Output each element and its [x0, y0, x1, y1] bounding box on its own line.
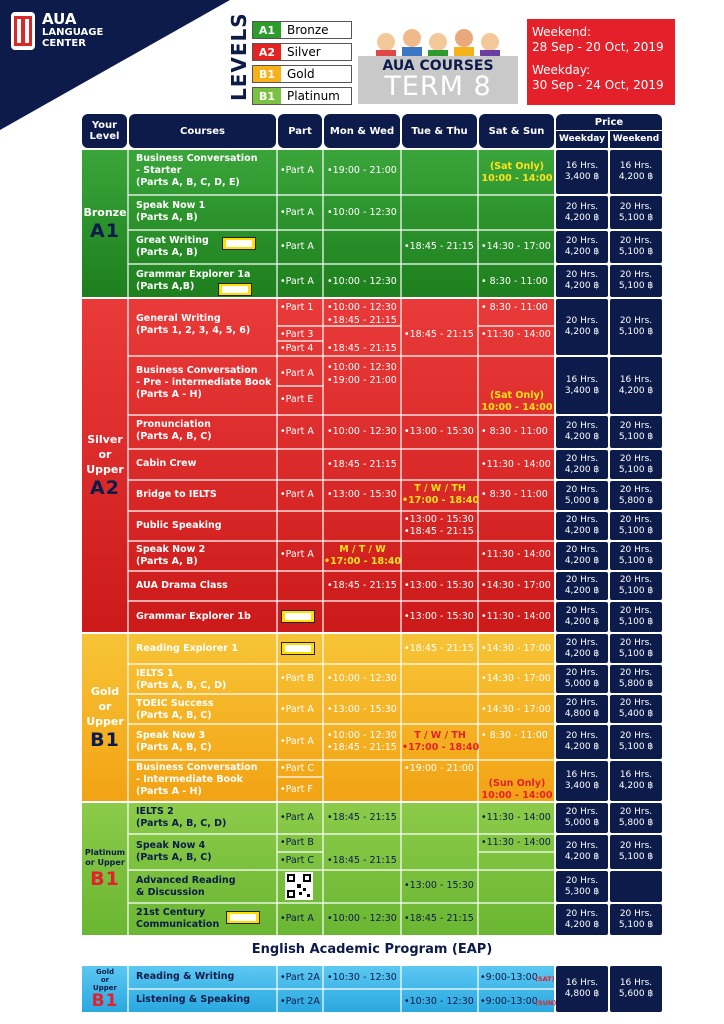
legend-a2 [252, 43, 352, 61]
course-part: •Part 1 [280, 302, 314, 313]
course-tt: •13:00 - 15:30 •18:45 - 21:15 [404, 514, 474, 537]
course-part: •Part A [280, 736, 314, 747]
logo-text-aua: AUA [42, 10, 77, 28]
price-weekend: 20 Hrs. 5,100 ฿ [610, 299, 662, 355]
price-weekend [610, 871, 662, 902]
course-tt: •18:45 - 21:15 [404, 643, 474, 654]
price-weekday: 20 Hrs. 4,200 ฿ [556, 196, 608, 229]
price-weekday: 20 Hrs. 4,200 ฿ [556, 572, 608, 600]
price-weekend: 16 Hrs. 4,200 ฿ [610, 357, 662, 414]
header-courses: Courses [129, 114, 276, 148]
price-weekend: 20 Hrs. 5,800 ฿ [610, 665, 662, 693]
eap-part: •Part 2A [280, 972, 320, 983]
eap-title: English Academic Program (EAP) [251, 942, 493, 957]
course-mw: •18:45 - 21:15 [327, 812, 397, 823]
eap-mw: •10:30 - 12:30 [327, 972, 397, 983]
levels-title: LEVELS [227, 12, 251, 101]
term-banner [358, 18, 518, 104]
national-geographic-logo [226, 911, 260, 924]
course-mw: •18:45 - 21:15 [327, 343, 397, 354]
national-geographic-logo [281, 642, 315, 655]
course-part: •Part 3 [280, 329, 314, 340]
eap-tt: •10:30 - 12:30 [404, 996, 474, 1007]
course-ss: • 8:30 - 11:00 [481, 302, 548, 313]
course-mw: •10:00 - 12:30 [327, 302, 397, 313]
course-name: Business Conversation - Pre - intermediate Book (Parts A - H) [136, 365, 272, 400]
course-part: •Part A [280, 549, 314, 560]
course-part: •Part A [280, 165, 314, 176]
legend-code: B1 [253, 66, 281, 82]
course-mw: •18:45 - 21:15 [327, 315, 397, 326]
price-weekend: 20 Hrs. 5,400 ฿ [610, 695, 662, 723]
course-tt: •13:00 - 15:30 [404, 611, 474, 622]
price-weekend: 20 Hrs. 5,100 ฿ [610, 265, 662, 297]
eap-ss: •9:00-13:00 [480, 996, 538, 1007]
course-tt: •13:00 - 15:30 [404, 580, 474, 591]
header-sat-sun: Sat & Sun [479, 114, 554, 148]
course-part: •Part 4 [280, 343, 314, 354]
header-tue-thu: Tue & Thu [402, 114, 477, 148]
legend-code: A2 [253, 44, 281, 60]
course-part: •Part C [280, 763, 315, 774]
eap-price-weekend: 16 Hrs. 5,600 ฿ [610, 966, 662, 1012]
price-weekday: 20 Hrs. 5,300 ฿ [556, 871, 608, 902]
legend-a1 [252, 21, 352, 39]
course-tt: •13:00 - 15:30 [404, 880, 474, 891]
price-weekend: 16 Hrs. 4,200 ฿ [610, 150, 662, 194]
level-code: A1 [90, 220, 120, 242]
price-weekday: 20 Hrs. 4,200 ฿ [556, 265, 608, 297]
price-weekday: 20 Hrs. 4,800 ฿ [556, 695, 608, 723]
course-ss: (Sun Only) 10:00 - 14:00 [481, 778, 553, 801]
level-name: Silver or Upper [86, 433, 124, 476]
course-mw: •10:00 - 12:30 [327, 426, 397, 437]
course-name: Bridge to IELTS [136, 489, 217, 500]
course-mw: •10:00 - 12:30 [327, 362, 397, 373]
course-ss: •11:30 - 14:00 [481, 329, 551, 340]
level-code: B1 [90, 868, 120, 890]
course-mw: •18:45 - 21:15 [327, 459, 397, 470]
course-name: IELTS 2 (Parts A, B, C, D) [136, 806, 227, 829]
price-weekday: 20 Hrs. 5,000 ฿ [556, 803, 608, 833]
level-platinum [82, 803, 128, 935]
level-name: Bronze [83, 206, 127, 219]
logo-text-language: LANGUAGE [42, 27, 104, 38]
course-name: Speak Now 3 (Parts A, B, C) [136, 730, 212, 753]
course-part: •Part A [280, 368, 314, 379]
course-tt: T / W / TH •17:00 - 18:40 [402, 730, 480, 753]
eap-ss: •9:00-13:00 [480, 972, 538, 983]
price-weekend: 20 Hrs. 5,100 ฿ [610, 602, 662, 632]
course-ss: •14:30 - 17:00 [481, 241, 551, 252]
price-weekend: 20 Hrs. 5,800 ฿ [610, 803, 662, 833]
weekend-label: Weekend: [532, 25, 592, 39]
level-code: B1 [90, 729, 120, 751]
course-ss: •11:30 - 14:00 [481, 837, 551, 848]
course-ss: •14:30 - 17:00 [481, 643, 551, 654]
price-weekend: 20 Hrs. 5,100 ฿ [610, 196, 662, 229]
course-ss: • 8:30 - 11:00 [481, 276, 548, 287]
course-mw: •18:45 - 21:15 [327, 855, 397, 866]
course-mw: •13:00 - 15:30 [327, 489, 397, 500]
course-part: •Part E [280, 394, 314, 405]
course-part: •Part C [280, 855, 315, 866]
dates-box [527, 19, 675, 105]
price-weekday: 20 Hrs. 4,200 ฿ [556, 450, 608, 479]
course-tt: •18:45 - 21:15 [404, 241, 474, 252]
course-ss: •14:30 - 17:00 [481, 673, 551, 684]
course-tt: •18:45 - 21:15 [404, 913, 474, 924]
course-part: •Part A [280, 207, 314, 218]
price-weekend: 20 Hrs. 5,100 ฿ [610, 572, 662, 600]
price-weekend: 20 Hrs. 5,800 ฿ [610, 481, 662, 510]
course-part: •Part A [280, 276, 314, 287]
price-weekday: 20 Hrs. 4,200 ฿ [556, 542, 608, 570]
eap-course-name: Reading & Writing [136, 971, 235, 982]
price-weekend: 20 Hrs. 5,100 ฿ [610, 416, 662, 448]
legend-code: B1 [253, 88, 281, 104]
weekday-label: Weekday: [532, 63, 591, 77]
legend-code: A1 [253, 22, 281, 38]
price-weekend: 20 Hrs. 5,100 ฿ [610, 725, 662, 759]
price-weekend: 20 Hrs. 5,100 ฿ [610, 512, 662, 540]
price-weekday: 20 Hrs. 4,200 ฿ [556, 725, 608, 759]
course-mw: •10:00 - 12:30 •18:45 - 21:15 [327, 730, 397, 753]
course-part: •Part A [280, 812, 314, 823]
level-name: Gold or Upper [86, 685, 124, 728]
price-weekday: 20 Hrs. 4,200 ฿ [556, 602, 608, 632]
price-weekend: 20 Hrs. 5,100 ฿ [610, 904, 662, 935]
header-weekday: Weekday [556, 131, 608, 148]
course-name: 21st Century Communication [136, 907, 220, 930]
header-your-level: Your Level [82, 114, 127, 148]
legend-name: Gold [287, 67, 315, 81]
legend-b1-platinum [252, 87, 352, 105]
course-name: Speak Now 1 (Parts A, B) [136, 200, 206, 223]
eap-part: •Part 2A [280, 996, 320, 1007]
course-ss: •11:30 - 14:00 [481, 611, 551, 622]
national-geographic-logo [218, 283, 252, 296]
course-part: •Part A [280, 489, 314, 500]
course-name: Reading Explorer 1 [136, 643, 239, 654]
course-ss: •11:30 - 14:00 [481, 459, 551, 470]
national-geographic-logo [281, 610, 315, 623]
course-mw: •10:00 - 12:30 [327, 913, 397, 924]
price-weekday: 16 Hrs. 3,400 ฿ [556, 150, 608, 194]
course-name: IELTS 1 (Parts A, B, C, D) [136, 668, 227, 691]
course-part: •Part B [280, 837, 314, 848]
course-mw: •10:00 - 12:30 [327, 207, 397, 218]
weekday-dates: 30 Sep - 24 Oct, 2019 [532, 78, 664, 92]
course-ss: • 8:30 - 11:00 [481, 426, 548, 437]
header-weekend: Weekend [610, 131, 662, 148]
price-weekday: 20 Hrs. 4,200 ฿ [556, 835, 608, 869]
course-name: Business Conversation - Intermediate Book (Parts A - H) [136, 762, 258, 797]
level-name: Platinum or Upper [84, 848, 126, 867]
level-bronze [82, 150, 128, 297]
weekend-dates: 28 Sep - 20 Oct, 2019 [532, 40, 664, 54]
header-mon-wed: Mon & Wed [324, 114, 400, 148]
course-tt: •13:00 - 15:30 [404, 426, 474, 437]
price-weekday: 20 Hrs. 4,200 ฿ [556, 231, 608, 263]
course-ss: (Sat Only) 10:00 - 14:00 [481, 390, 553, 413]
course-name: Grammar Explorer 1a (Parts A,B) [136, 269, 251, 292]
course-part: •Part A [280, 241, 314, 252]
price-weekend: 20 Hrs. 5,100 ฿ [610, 450, 662, 479]
course-name: TOEIC Success (Parts A, B, C) [136, 698, 214, 721]
course-name: Speak Now 2 (Parts A, B) [136, 544, 206, 567]
price-weekday: 20 Hrs. 5,000 ฿ [556, 665, 608, 693]
term-title: AUA COURSES [382, 58, 494, 74]
course-name: Great Writing (Parts A, B) [136, 235, 209, 258]
level-name: Gold or Upper [93, 968, 117, 992]
legend-name: Silver [287, 45, 321, 59]
people-illustration [366, 18, 510, 58]
course-ss: •14:30 - 17:00 [481, 580, 551, 591]
course-mw: •19:00 - 21:00 [327, 165, 397, 176]
price-weekend: 20 Hrs. 5,100 ฿ [610, 231, 662, 263]
logo-emblem [8, 10, 38, 52]
level-code: A2 [90, 477, 120, 499]
course-part: •Part F [280, 784, 313, 795]
course-tt: •19:00 - 21:00 [404, 763, 474, 774]
course-name: Advanced Reading & Discussion [136, 875, 236, 898]
price-weekday: 20 Hrs. 4,200 ฿ [556, 512, 608, 540]
price-weekend: 20 Hrs. 5,100 ฿ [610, 835, 662, 869]
course-tt: T / W / TH •17:00 - 18:40 [402, 483, 480, 506]
legend-name: Platinum [287, 89, 340, 103]
eap-course-name: Listening & Speaking [136, 994, 251, 1005]
level-gold [82, 634, 128, 801]
price-weekend: 20 Hrs. 5,100 ฿ [610, 634, 662, 663]
eap-level [82, 966, 128, 1012]
course-ss: •14:30 - 17:00 [481, 704, 551, 715]
course-part: •Part A [280, 913, 314, 924]
course-name: Cabin Crew [136, 458, 197, 469]
legend-name: Bronze [287, 23, 329, 37]
logo-text-center: CENTER [42, 38, 86, 49]
course-mw: •19:00 - 21:00 [327, 375, 397, 386]
course-name: General Writing (Parts 1, 2, 3, 4, 5, 6) [136, 313, 251, 336]
course-name: AUA Drama Class [136, 580, 228, 591]
course-ss: • 8:30 - 11:00 [481, 489, 548, 500]
course-ss: •11:30 - 14:00 [481, 549, 551, 560]
course-ss: •11:30 - 14:00 [481, 812, 551, 823]
price-weekday: 20 Hrs. 4,200 ฿ [556, 634, 608, 663]
course-tt: •18:45 - 21:15 [404, 329, 474, 340]
course-name: Speak Now 4 (Parts A, B, C) [136, 840, 212, 863]
course-ss: • 8:30 - 11:00 [481, 730, 548, 741]
eap-price-weekday: 16 Hrs. 4,800 ฿ [556, 966, 608, 1012]
price-weekday: 16 Hrs. 3,400 ฿ [556, 357, 608, 414]
course-name: Grammar Explorer 1b [136, 611, 251, 622]
course-mw: •13:00 - 15:30 [327, 704, 397, 715]
course-mw: •18:45 - 21:15 [327, 580, 397, 591]
course-mw: M / T / W •17:00 - 18:40 [324, 544, 402, 567]
header-part: Part [278, 114, 322, 148]
course-part: •Part A [280, 704, 314, 715]
course-mw: •10:00 - 12:30 [327, 276, 397, 287]
course-part: •Part A [280, 426, 314, 437]
eap-ss-tag: (SAT) [535, 975, 555, 983]
level-silver [82, 299, 128, 632]
price-weekday: 20 Hrs. 4,200 ฿ [556, 904, 608, 935]
price-weekday: 20 Hrs. 4,200 ฿ [556, 299, 608, 355]
price-weekend: 20 Hrs. 5,100 ฿ [610, 542, 662, 570]
legend-b1-gold [252, 65, 352, 83]
course-part: •Part B [280, 673, 314, 684]
eap-ss-tag: (SUN) [535, 999, 557, 1007]
course-mw: •10:00 - 12:30 [327, 673, 397, 684]
price-weekday: 16 Hrs. 3,400 ฿ [556, 761, 608, 801]
course-ss: (Sat Only) 10:00 - 14:00 [481, 161, 553, 184]
course-name: Public Speaking [136, 520, 222, 531]
logo-banner [0, 0, 230, 130]
qr-code [285, 872, 313, 900]
price-weekday: 20 Hrs. 5,000 ฿ [556, 481, 608, 510]
term-number: TERM 8 [384, 71, 492, 102]
course-name: Pronunciation (Parts A, B, C) [136, 419, 212, 442]
price-weekday: 20 Hrs. 4,200 ฿ [556, 416, 608, 448]
course-name: Business Conversation - Starter (Parts A, B, C, D, E) [136, 153, 258, 188]
national-geographic-logo [222, 237, 256, 250]
header-price: Price [556, 114, 662, 130]
price-weekend: 16 Hrs. 4,200 ฿ [610, 761, 662, 801]
level-code: B1 [91, 991, 119, 1011]
